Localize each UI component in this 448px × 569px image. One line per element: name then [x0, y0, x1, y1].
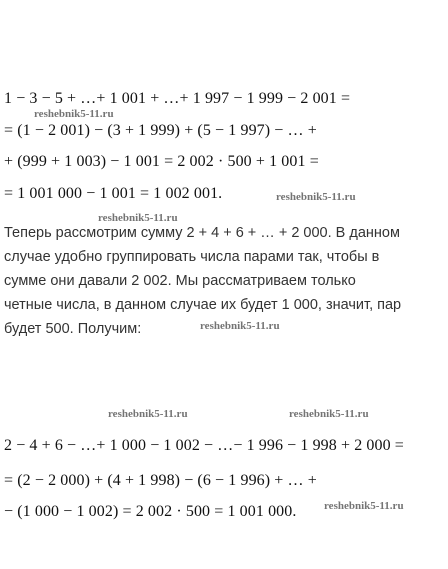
- watermark: reshebnik5-11.ru: [276, 191, 356, 203]
- equation2-line-2: = (2 − 2 000) + (4 + 1 998) − (6 − 1 996) + … +: [4, 472, 317, 489]
- watermark: reshebnik5-11.ru: [324, 500, 404, 512]
- watermark: reshebnik5-11.ru: [108, 408, 188, 420]
- equation2-line-3: − (1 000 − 1 002) = 2 002 · 500 = 1 001 000.: [4, 503, 297, 520]
- paragraph-line-5: будет 500. Получим:: [4, 321, 142, 337]
- paragraph-line-1: Теперь рассмотрим сумму 2 + 4 + 6 + … + 2 000. В данном: [4, 225, 400, 241]
- paragraph-line-2: случае удобно группировать числа парами так, чтобы в: [4, 249, 380, 265]
- watermark: reshebnik5-11.ru: [98, 212, 178, 224]
- equation-line-1: 1 − 3 − 5 + …+ 1 001 + …+ 1 997 − 1 999 − 2 001 =: [4, 90, 351, 107]
- watermark: reshebnik5-11.ru: [200, 320, 280, 332]
- paragraph-line-4: четные числа, в данном случае их будет 1 000, значит, пар: [4, 297, 402, 313]
- equation2-line-1: 2 − 4 + 6 − …+ 1 000 − 1 002 − …− 1 996 − 1 998 + 2 000 =: [4, 437, 404, 454]
- equation-line-3: + (999 + 1 003) − 1 001 = 2 002 · 500 + 1 001 =: [4, 153, 319, 170]
- equation-line-2: = (1 − 2 001) − (3 + 1 999) + (5 − 1 997) − … +: [4, 122, 317, 139]
- watermark: reshebnik5-11.ru: [34, 108, 114, 120]
- watermark: reshebnik5-11.ru: [289, 408, 369, 420]
- equation-line-4: = 1 001 000 − 1 001 = 1 002 001.: [4, 185, 223, 202]
- paragraph-line-3: сумме они давали 2 002. Мы рассматриваем только: [4, 273, 356, 289]
